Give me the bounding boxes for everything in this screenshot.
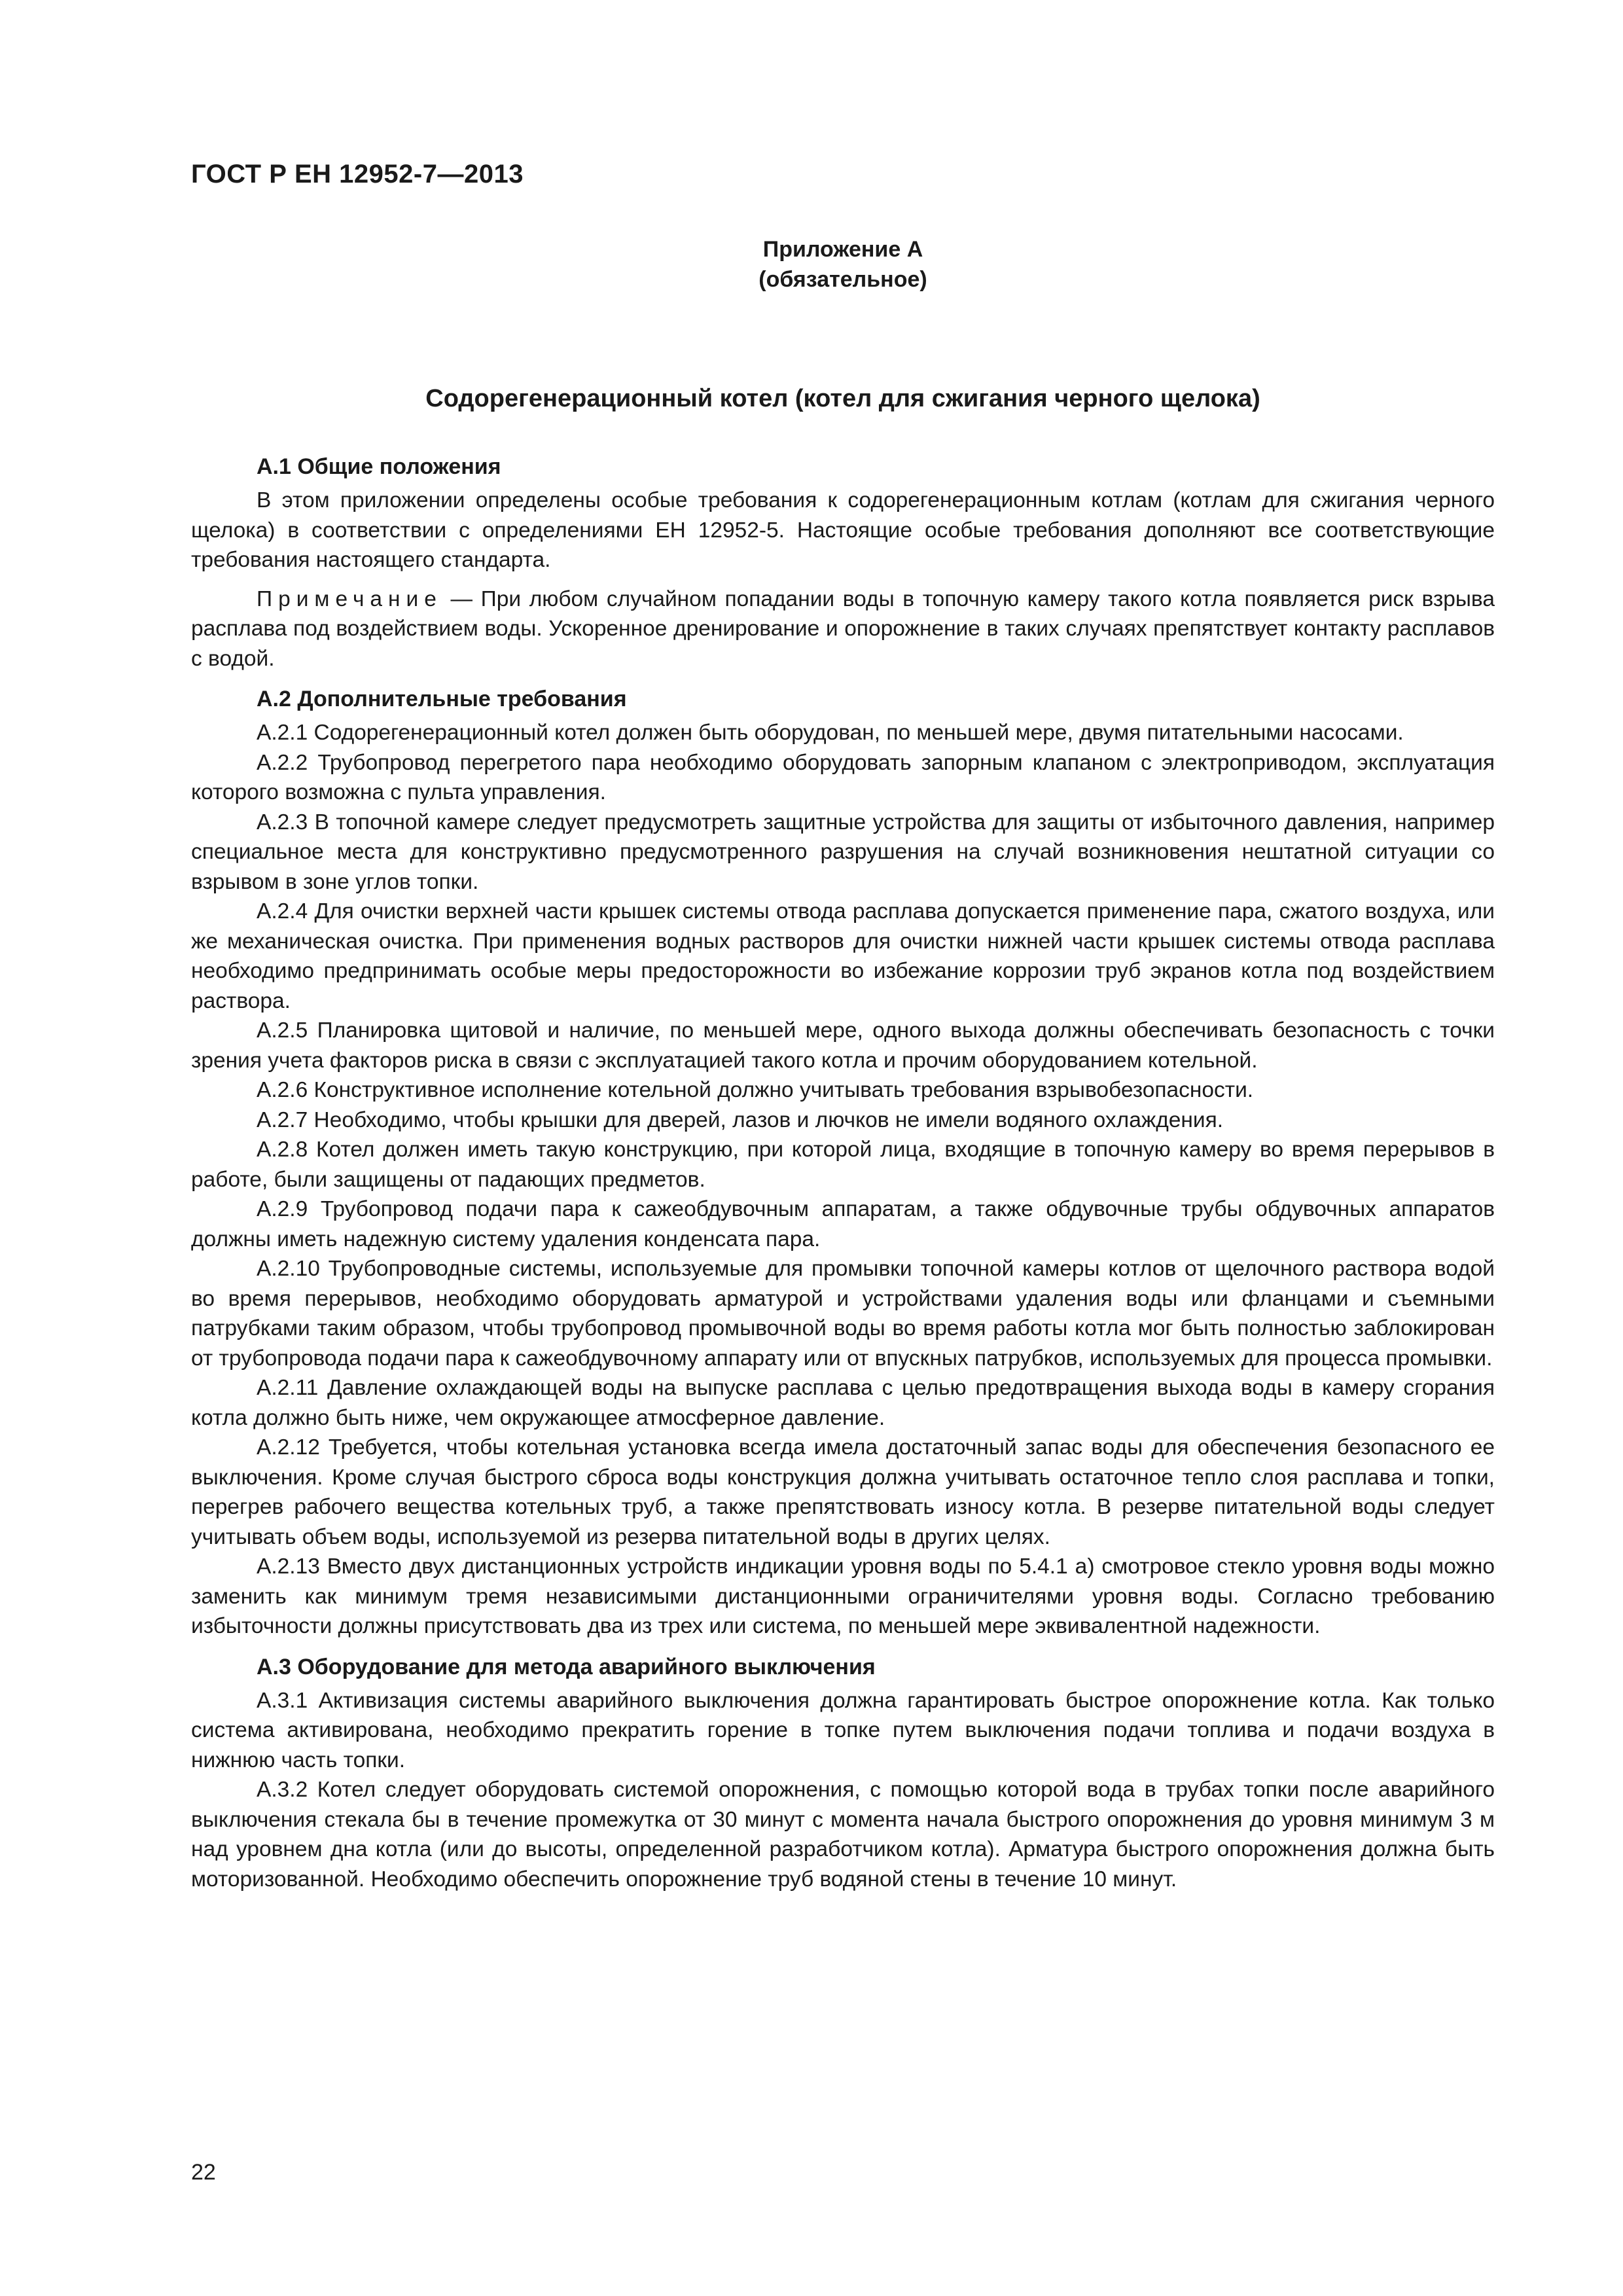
section-a1-intro: В этом приложении определены особые требования к содорегенерационным котлам (котлам для сжигания черного щелока) в соответствии с определениями ЕН 12952-5. Настоящие особые требования дополняют все соответствующие требования настоящего стандарта. [191,488,1495,572]
section-heading-a3: А.3 Оборудование для метода аварийного выключения [257,1654,876,1679]
standard-code-header: ГОСТ Р ЕН 12952-7—2013 [191,160,524,188]
section-heading-a1: А.1 Общие положения [257,454,501,479]
page-number: 22 [191,2160,216,2185]
clause-a2-13: А.2.13 Вместо двух дистанционных устройств индикации уровня воды по 5.4.1 а) смотровое стекло уровня воды можно заменить как минимум тремя независимыми дистанционными ограничителями уровня воды. Согласно требованию избыточности должны присутствовать два из трех или система, по меньшей мере эквивалентной надежности. [191,1554,1495,1638]
clause-a3-2: А.3.2 Котел следует оборудовать системой опорожнения, с помощью которой вода в трубах топки после аварийного выключения стекала бы в течение промежутка от 30 минут с момента начала быстрого опорожнения до уровня минимум 3 м над уровнем дна котла (или до высоты, определенной разработчиком котла). Арматура быстрого опорожнения должна быть моторизованной. Необходимо обеспечить опорожнение труб водяной стены в течение 10 минут. [191,1778,1495,1892]
section-heading-a2: А.2 Дополнительные требования [257,687,627,711]
clause-a2-3: А.2.3 В топочной камере следует предусмотреть защитные устройства для защиты от избыточного давления, например специальное места для конструктивно предусмотренного разрушения на случай возникновения нештатной ситуации со взрывом в зоне углов топки. [191,810,1495,894]
annex-label: Приложение А [762,237,923,262]
annex-status: (обязательное) [758,267,927,292]
clause-a2-6: А.2.6 Конструктивное исполнение котельной должно учитывать требования взрывобезопасности. [257,1078,1254,1102]
document-page [191,0,1495,2296]
clause-a2-10: А.2.10 Трубопроводные системы, используемые для промывки топочной камеры котлов от щелочного раствора водой во время перерывов, необходимо оборудовать арматурой и устройствами удаления воды или фланцами и съемными патрубками таким образом, чтобы трубопровод промывочной воды во время работы котла мог быть полностью заблокирован от трубопровода подачи пара к сажеобдувочному аппарату или от впускных патрубков, используемых для процесса промывки. [191,1257,1495,1371]
clause-a2-7: А.2.7 Необходимо, чтобы крышки для дверей, лазов и лючков не имели водяного охлаждения. [257,1107,1224,1132]
annex-title: Содорегенерационный котел (котел для сжигания черного щелока) [425,385,1260,412]
clause-a2-4: А.2.4 Для очистки верхней части крышек системы отвода расплава допускается применение пара, сжатого воздуха, или же механическая очистка. При применения водных растворов для очистки нижней части крышек системы отвода расплава необходимо предпринимать особые меры предосторожности во избежание коррозии труб экранов котла под воздействием раствора. [191,899,1495,1013]
clause-a2-9: А.2.9 Трубопровод подачи пара к сажеобдувочным аппаратам, а также обдувочные трубы обдувочных аппаратов должны иметь надежную систему удаления конденсата пара. [191,1197,1495,1251]
clause-a2-8: А.2.8 Котел должен иметь такую конструкцию, при которой лица, входящие в топочную камеру во время перерывов в работе, были защищены от падающих предметов. [191,1138,1495,1192]
note-label: Примечание [257,586,442,611]
clause-a2-12: А.2.12 Требуется, чтобы котельная установка всегда имела достаточный запас воды для обеспечения безопасного ее выключения. Кроме случая быстрого сброса воды конструкция должна учитывать остаточное тепло слоя расплава и топки, перегрев рабочего вещества котельных труб, а также препятствовать износу котла. В резерве питательной воды следует учитывать объем воды, используемой из резерва питательной воды в других целях. [191,1435,1495,1549]
note-text: — При любом случайном попадании воды в топочную камеру такого котла появляется риск взрыва расплава под воздействием воды. Ускоренное дренирование и опорожнение в таких случаях препятствует контакту расплавов с водой. [191,586,1495,671]
annex-label-block [191,234,1495,295]
clause-a2-11: А.2.11 Давление охлаждающей воды на выпуске расплава с целью предотвращения выхода воды в камеру сгорания котла должно быть ниже, чем окружающее атмосферное давление. [191,1376,1495,1430]
clause-a2-5: А.2.5 Планировка щитовой и наличие, по меньшей мере, одного выхода должны обеспечивать безопасность с точки зрения учета факторов риска в связи с эксплуатацией такого котла и прочим оборудованием котельной. [191,1018,1495,1073]
document-body [191,452,1495,1894]
clause-a3-1: А.3.1 Активизация системы аварийного выключения должна гарантировать быстрое опорожнение котла. Как только система активирована, необходимо прекратить горение в топке путем выключения подачи топлива и подачи воздуха в нижнюю часть топки. [191,1688,1495,1772]
clause-a2-1: А.2.1 Содорегенерационный котел должен быть оборудован, по меньшей мере, двумя питательными насосами. [257,721,1404,745]
section-a1-note [191,584,1495,674]
clause-a2-2: А.2.2 Трубопровод перегретого пара необходимо оборудовать запорным клапаном с электроприводом, эксплуатация которого возможна с пульта управления. [191,750,1495,804]
